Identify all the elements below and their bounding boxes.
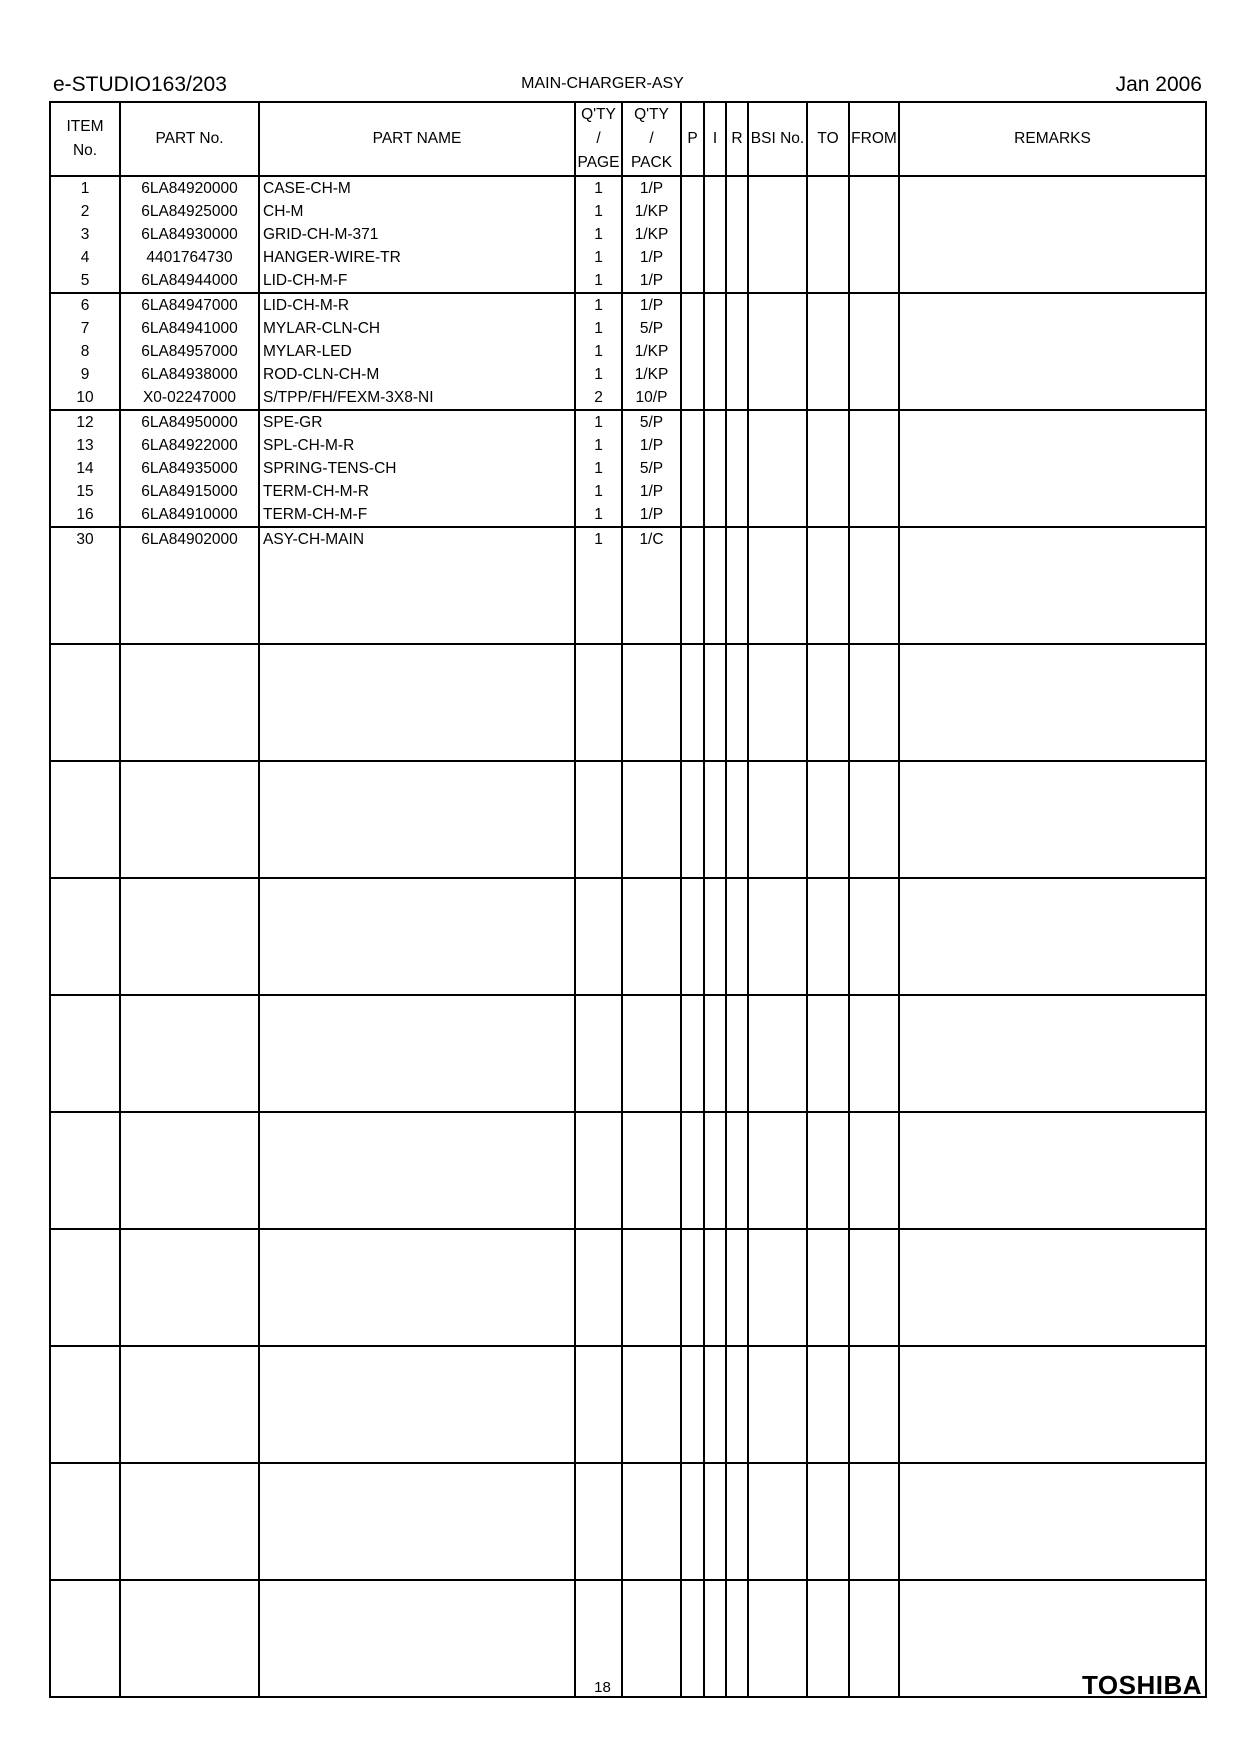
table-row-empty <box>50 1346 1206 1463</box>
table-row-empty <box>50 878 1206 995</box>
table-row: 7 6LA84941000 MYLAR-CLN-CH 1 5/P <box>50 317 1206 340</box>
table-row: 2 6LA84925000 CH-M 1 1/KP <box>50 200 1206 223</box>
table-row-empty <box>50 995 1206 1112</box>
parts-list-table <box>49 101 1207 1698</box>
table-row: 8 6LA84957000 MYLAR-LED 1 1/KP <box>50 340 1206 363</box>
col-from: FROM <box>849 102 899 176</box>
col-i: I <box>704 102 726 176</box>
col-to: TO <box>807 102 849 176</box>
col-part-name: PART NAME <box>259 102 575 176</box>
table-row: 4 4401764730 HANGER-WIRE-TR 1 1/P <box>50 246 1206 269</box>
col-part-no: PART No. <box>120 102 259 176</box>
col-p: P <box>681 102 704 176</box>
table-row: 16 6LA84910000 TERM-CH-M-F 1 1/P <box>50 503 1206 527</box>
table-row: 14 6LA84935000 SPRING-TENS-CH 1 5/P <box>50 457 1206 480</box>
table-row: 9 6LA84938000 ROD-CLN-CH-M 1 1/KP <box>50 363 1206 386</box>
table-row: 3 6LA84930000 GRID-CH-M-371 1 1/KP <box>50 223 1206 246</box>
table-row-empty <box>50 1229 1206 1346</box>
col-r: R <box>726 102 748 176</box>
table-row-empty <box>50 1463 1206 1580</box>
table-row-empty <box>50 1112 1206 1229</box>
table-row: 30 6LA84902000 ASY-CH-MAIN 1 1/C <box>50 527 1206 551</box>
col-remarks: REMARKS <box>899 102 1206 176</box>
table-row: 1 6LA84920000 CASE-CH-M 1 1/P <box>50 176 1206 200</box>
table-row: 13 6LA84922000 SPL-CH-M-R 1 1/P <box>50 434 1206 457</box>
col-bsi-no: BSI No. <box>748 102 807 176</box>
table-row-empty <box>50 761 1206 878</box>
table-row: 12 6LA84950000 SPE-GR 1 5/P <box>50 410 1206 434</box>
table-row: 6 6LA84947000 LID-CH-M-R 1 1/P <box>50 293 1206 317</box>
table-row: 10 X0-02247000 S/TPP/FH/FEXM-3X8-NI 2 10/P <box>50 386 1206 410</box>
document-date: Jan 2006 <box>1115 73 1202 96</box>
table-header-row <box>50 102 1206 176</box>
col-item-no: ITEM No. <box>50 102 120 176</box>
brand-logo: TOSHIBA <box>1081 1670 1202 1700</box>
table-row-empty <box>50 644 1206 761</box>
table-row-empty <box>50 551 1206 644</box>
page-number: 18 <box>594 1679 611 1696</box>
col-qty-page: Q'TY / PAGE <box>575 102 622 176</box>
section-title: MAIN-CHARGER-ASY <box>521 75 684 92</box>
col-qty-pack: Q'TY / PACK <box>622 102 681 176</box>
table-row: 5 6LA84944000 LID-CH-M-F 1 1/P <box>50 269 1206 293</box>
model-name: e-STUDIO163/203 <box>53 73 227 96</box>
table-row: 15 6LA84915000 TERM-CH-M-R 1 1/P <box>50 480 1206 503</box>
